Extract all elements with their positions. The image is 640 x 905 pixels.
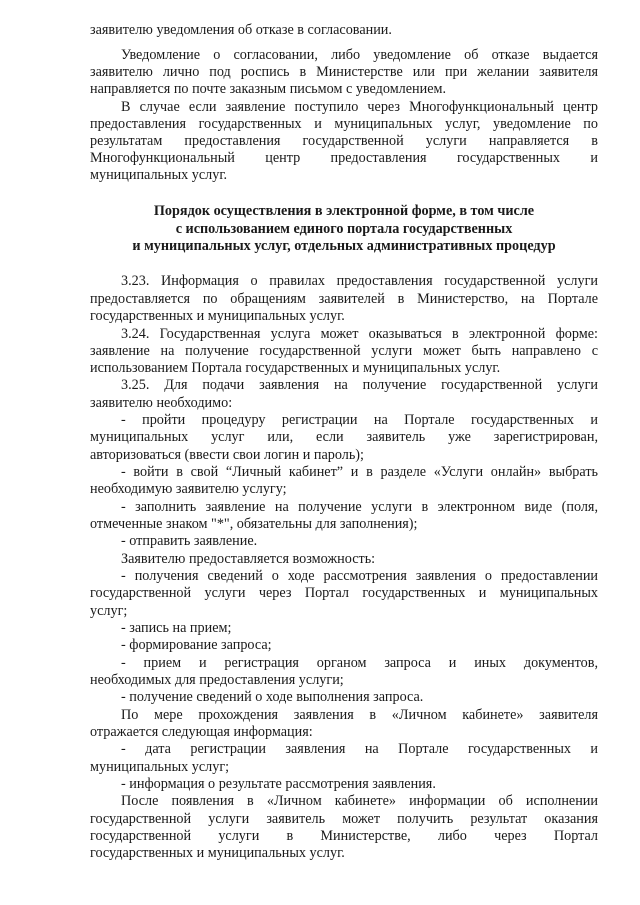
text-line: необходимую заявителю услугу; xyxy=(90,481,287,497)
section-heading-line: с использованием единого портала государственных xyxy=(175,221,513,237)
text-line: государственной услуги в Министерстве, либо через Портал xyxy=(90,828,598,844)
section-heading-line: Порядок осуществления в электронной форме, в том числе xyxy=(153,203,535,219)
text-line: заявителю лично под роспись в Министерстве или при желании заявителя xyxy=(90,64,598,80)
text-line: заявление на получение государственной услуги может быть направлено с xyxy=(90,343,598,359)
text-line: - прием и регистрация органом запроса и иных документов, xyxy=(121,655,598,671)
text-line: муниципальных услуг или, если заявитель уже зарегистрирован, xyxy=(90,429,598,445)
text-line: необходимых для предоставления услуги; xyxy=(90,672,344,688)
text-line: - получения сведений о ходе рассмотрения заявления о предоставлении xyxy=(121,568,598,584)
text-line: услуг; xyxy=(90,603,128,619)
text-line: заявителю уведомления об отказе в согласовании. xyxy=(90,22,392,38)
text-line: 3.24. Государственная услуга может оказываться в электронной форме: xyxy=(121,326,598,342)
text-line: В случае если заявление поступило через Многофункциональный центр xyxy=(121,99,598,115)
text-line: По мере прохождения заявления в «Личном кабинете» заявителя xyxy=(121,707,598,723)
text-line: - формирование запроса; xyxy=(121,637,272,653)
text-line: муниципальных услуг. xyxy=(90,167,228,183)
text-line: заявителю необходимо: xyxy=(90,395,233,411)
text-line: - отправить заявление. xyxy=(121,533,258,549)
text-line: авторизоваться (ввести свои логин и пароль); xyxy=(90,447,364,463)
text-line: - запись на прием; xyxy=(121,620,232,636)
text-line: - дата регистрации заявления на Портале государственных и xyxy=(121,741,598,757)
text-line: После появления в «Личном кабинете» информации об исполнении xyxy=(121,793,598,809)
text-line: - войти в свой “Личный кабинет” и в разделе «Услуги онлайн» выбрать xyxy=(121,464,598,480)
text-line: Многофункциональный центр предоставления государственных и xyxy=(90,150,598,166)
text-line: Уведомление о согласовании, либо уведомление об отказе выдается xyxy=(121,47,598,63)
text-line: - получение сведений о ходе выполнения запроса. xyxy=(121,689,424,705)
text-line: 3.25. Для подачи заявления на получение государственной услуги xyxy=(121,377,598,393)
text-line: направляется по почте заказным письмом с уведомлением. xyxy=(90,81,447,97)
text-line: предоставления государственных и муниципальных услуг, уведомление по xyxy=(90,116,598,132)
text-line: государственной услуги через Портал государственных и муниципальных xyxy=(90,585,598,601)
text-line: отмеченные знаком "*", обязательны для заполнения); xyxy=(90,516,418,532)
text-line: отражается следующая информация: xyxy=(90,724,313,740)
text-line: муниципальных услуг; xyxy=(90,759,230,775)
text-line: использованием Портала государственных и муниципальных услуг. xyxy=(90,360,501,376)
text-line: - информация о результате рассмотрения заявления. xyxy=(121,776,436,792)
text-line: государственных и муниципальных услуг. xyxy=(90,845,345,861)
text-line: Заявителю предоставляется возможность: xyxy=(121,551,376,567)
section-heading-line: и муниципальных услуг, отдельных административных процедур xyxy=(132,238,556,254)
text-line: государственной услуги заявитель может получить результат оказания xyxy=(90,811,598,827)
text-line: предоставляется по обращениям заявителей в Министерство, на Портале xyxy=(90,291,598,307)
text-line: 3.23. Информация о правилах предоставления государственной услуги xyxy=(121,273,598,289)
text-line: результатам предоставления государственной услуги направляется в xyxy=(90,133,598,149)
text-line: государственных и муниципальных услуг. xyxy=(90,308,345,324)
text-line: - заполнить заявление на получение услуги в электронном виде (поля, xyxy=(121,499,598,515)
text-line: - пройти процедуру регистрации на Портале государственных и xyxy=(121,412,598,428)
